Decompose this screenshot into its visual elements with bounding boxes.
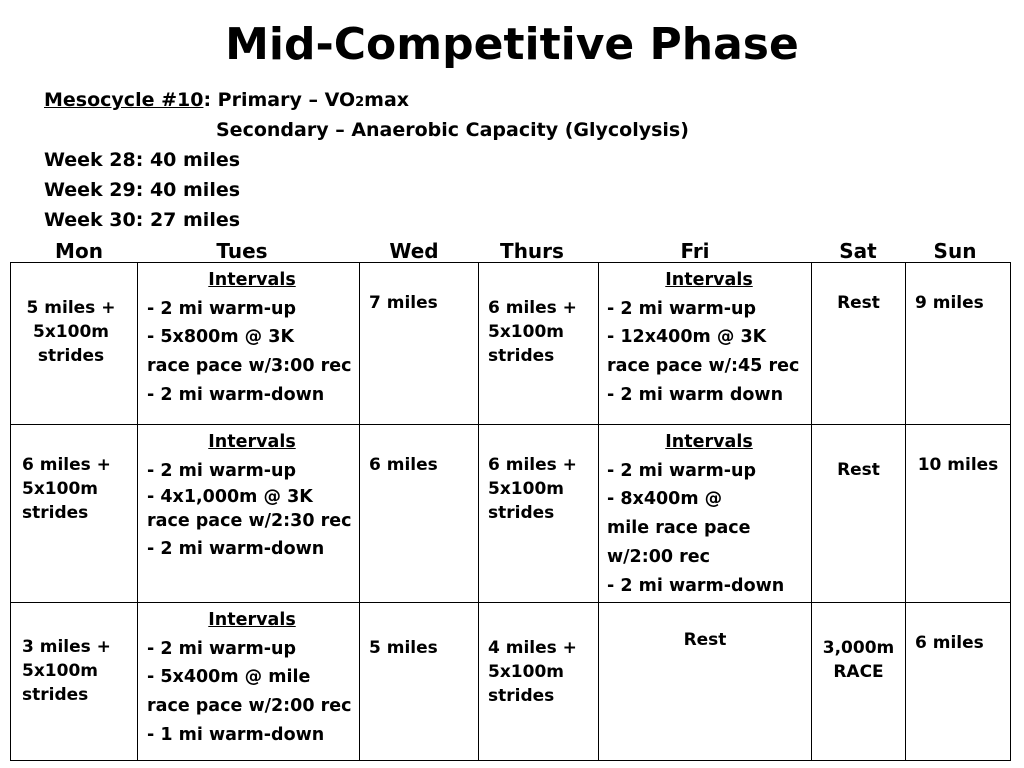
week-29-mileage: Week 29: 40 miles	[44, 179, 241, 201]
week-29-mon: 6 miles + 5x100m strides	[22, 455, 111, 523]
primary-focus-suffix: max	[364, 89, 410, 111]
week-28-mon: 5 miles + 5x100m strides	[26, 298, 116, 366]
week-29-thurs: 6 miles + 5x100m strides	[488, 455, 577, 523]
column-divider	[811, 263, 812, 760]
week-30-sun: 6 miles	[915, 633, 984, 653]
week-29-tues: Intervals - 2 mi warm-up - 4x1,000m @ 3K race pace w/2:30 rec - 2 mi warm-down	[147, 428, 357, 566]
mesocycle-label: Mesocycle #10	[44, 89, 204, 111]
week-28-mileage: Week 28: 40 miles	[44, 149, 241, 171]
intervals-heading: Intervals	[665, 270, 753, 290]
intervals-heading: Intervals	[208, 270, 296, 290]
column-divider	[359, 263, 360, 760]
row-divider	[11, 602, 1010, 603]
week-30-mileage: Week 30: 27 miles	[44, 209, 241, 231]
day-header-sun: Sun	[933, 239, 977, 263]
secondary-focus: Secondary – Anaerobic Capacity (Glycolysis)	[216, 119, 689, 141]
day-header-thurs: Thurs	[500, 239, 564, 263]
training-schedule-table	[10, 262, 1011, 761]
week-29-sat: Rest	[837, 460, 880, 480]
intervals-heading: Intervals	[208, 432, 296, 452]
column-divider	[137, 263, 138, 760]
week-28-wed: 7 miles	[369, 293, 438, 313]
row-divider	[11, 424, 1010, 425]
week-28-tues: Intervals - 2 mi warm-up - 5x800m @ 3K race pace w/3:00 rec - 2 mi warm-down	[147, 266, 357, 410]
column-divider	[478, 263, 479, 760]
day-header-tues: Tues	[216, 239, 268, 263]
week-30-thurs: 4 miles + 5x100m strides	[488, 638, 577, 706]
week-30-sat: 3,000m RACE	[822, 638, 895, 682]
primary-focus-subscript: 2	[355, 95, 365, 110]
week-28-sun: 9 miles	[915, 293, 984, 313]
week-30-wed: 5 miles	[369, 638, 438, 658]
mesocycle-line	[44, 87, 409, 116]
day-header-sat: Sat	[839, 239, 877, 263]
week-28-thurs: 6 miles + 5x100m strides	[488, 298, 577, 366]
day-header-fri: Fri	[680, 239, 710, 263]
week-29-sun: 10 miles	[917, 455, 999, 475]
week-29-fri: Intervals - 2 mi warm-up - 8x400m @ mile race pace w/2:00 rec - 2 mi warm-down	[607, 428, 811, 600]
column-divider	[598, 263, 599, 760]
intervals-heading: Intervals	[208, 610, 296, 630]
intervals-heading: Intervals	[665, 432, 753, 452]
day-header-mon: Mon	[55, 239, 103, 263]
week-29-wed: 6 miles	[369, 455, 438, 475]
page-title: Mid-Competitive Phase	[225, 19, 799, 70]
week-28-fri: Intervals - 2 mi warm-up - 12x400m @ 3K race pace w/:45 rec - 2 mi warm down	[607, 266, 811, 410]
primary-focus: : Primary – VO	[203, 89, 356, 111]
week-28-sat: Rest	[837, 293, 880, 313]
day-header-wed: Wed	[389, 239, 439, 263]
week-30-mon: 3 miles + 5x100m strides	[22, 637, 111, 705]
column-divider	[905, 263, 906, 760]
week-30-tues: Intervals - 2 mi warm-up - 5x400m @ mile race pace w/2:00 rec - 1 mi warm-down	[147, 606, 357, 750]
week-30-fri: Rest	[683, 630, 727, 650]
